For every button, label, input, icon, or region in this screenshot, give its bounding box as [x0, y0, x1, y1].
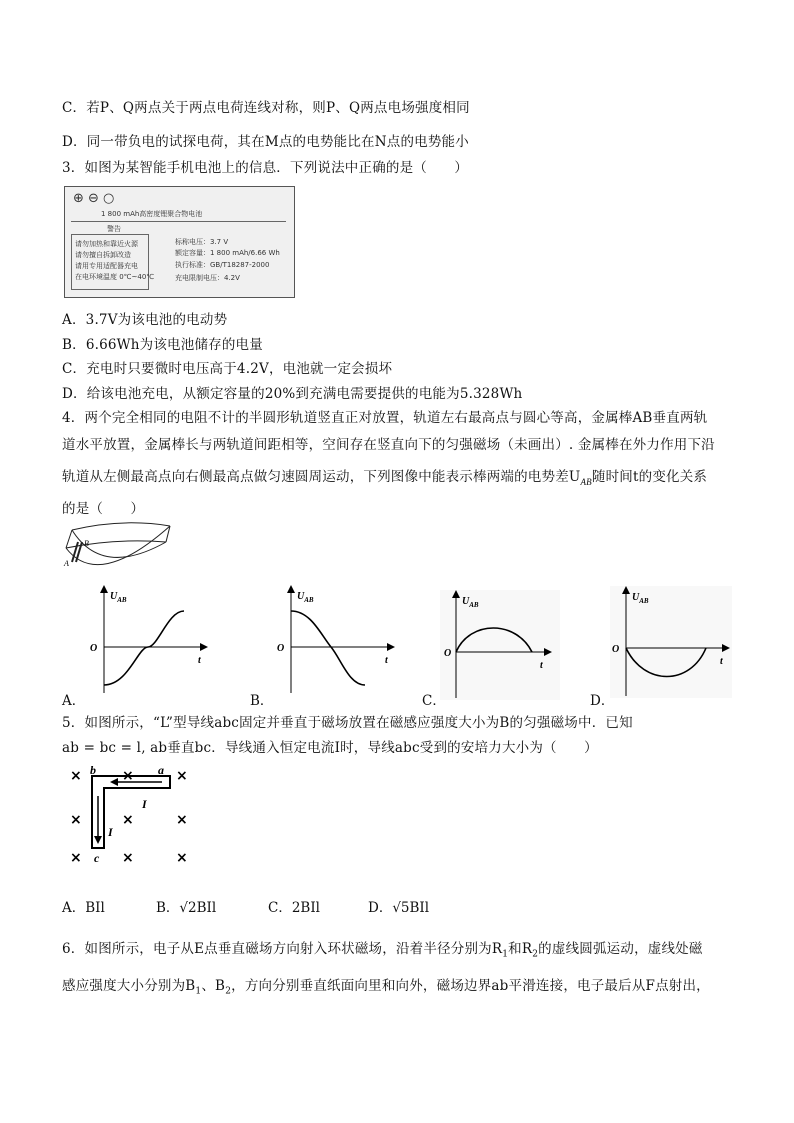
svg-text:×: × — [176, 812, 188, 828]
battery-symbols: ⊕ ⊖ ○ — [73, 191, 115, 206]
battery-spec-line: 额定容量：1 800 mAh/6.66 Wh — [175, 249, 280, 257]
graph-b — [275, 585, 395, 695]
q2-option-d: D．同一带负电的试探电荷，其在M点的电势能比在N点的电势能小 — [62, 134, 469, 150]
battery-spec-line: 执行标准：GB/T18287-2000 — [175, 261, 270, 269]
svg-text:×: × — [122, 812, 134, 828]
q4-stem-line2: 道水平放置，金属棒长与两轨道间距相等，空间存在竖直向下的匀强磁场（未画出）. 金属棒在外力作用下沿 — [62, 437, 715, 453]
q3-option-a: A．3.7V为该电池的电动势 — [62, 312, 228, 328]
svg-text:×: × — [70, 850, 82, 866]
graph-d — [610, 586, 732, 698]
q3-option-c: C．充电时只要微时电压高于4.2V，电池就一定会损坏 — [62, 361, 393, 377]
label-current-ab: I — [142, 797, 147, 811]
q4-option-b: B． — [250, 693, 274, 709]
q2-option-c: C．若P、Q两点关于两点电荷连线对称，则P、Q两点电场强度相同 — [62, 100, 470, 116]
svg-text:t: t — [540, 660, 543, 671]
q6-text-f: ，方向分别垂直纸面向里和向外，磁场边界ab平滑连接，电子最后从F点射出， — [231, 978, 710, 994]
battery-title: 1 800 mAh高密度锂聚合物电池 — [101, 210, 203, 218]
svg-text:UAB: $U_{AB}$ — [110, 591, 127, 604]
svg-text:A: A — [64, 559, 69, 568]
q5-option-c: C．2BIl — [268, 900, 320, 916]
svg-text:t: t — [385, 655, 388, 666]
q4-stem-line1: 4．两个完全相同的电阻不计的半圆形轨道竖直正对放置，轨道左右最高点与圆心等高，金属棒AB垂直两轨 — [62, 410, 708, 426]
svg-text:×: × — [70, 768, 82, 784]
q6-stem-line1: 6．如图所示，电子从E点垂直磁场方向射入环状磁场，沿着半径分别为$R_1$和$R_2$的虚线圆弧运动，虚线处磁 — [62, 941, 703, 960]
battery-label-image — [64, 186, 295, 298]
svg-text:×: × — [122, 768, 134, 784]
q6-text-e: 、B — [201, 978, 226, 994]
label-b: b — [90, 763, 96, 777]
svg-text:O: O — [612, 644, 620, 655]
svg-text:B: B — [84, 539, 89, 548]
graph-a — [88, 585, 208, 695]
graph-c — [440, 590, 560, 700]
battery-warning-line: 请勿擅自拆卸改造 — [75, 251, 131, 259]
svg-text:UAB: $U_{AB}$ — [632, 592, 649, 605]
q5-option-a: A．BIl — [62, 900, 105, 916]
l-wire-figure — [66, 762, 190, 870]
q6-stem-line2: 感应强度大小分别为$B_1$、$B_2$，方向分别垂直纸面向里和向外，磁场边界ab平滑连接，电子最后从F点射出， — [62, 978, 710, 997]
q4-stem-line3-tail: 随时间t的变化关系 — [591, 469, 708, 485]
battery-warning-line: 请勿加热和靠近火源 — [75, 240, 138, 248]
q4-option-c: C． — [422, 693, 446, 709]
q3-stem: 3．如图为某智能手机电池上的信息．下列说法中正确的是（ ） — [62, 160, 469, 176]
svg-text:t: t — [720, 656, 723, 667]
q6-text-b: 和R — [508, 941, 533, 957]
label-current-bc: I — [108, 825, 113, 839]
svg-text:×: × — [122, 850, 134, 866]
svg-text:O: O — [277, 643, 285, 654]
q6-text-a: 6．如图所示，电子从E点垂直磁场方向射入环状磁场，沿着半径分别为R — [62, 941, 503, 957]
q4-option-d: D． — [590, 693, 615, 709]
q4-option-a: A． — [62, 693, 86, 709]
q4-stem-line4: 的是（ ） — [62, 501, 145, 517]
svg-text:×: × — [176, 850, 188, 866]
label-c: c — [94, 851, 100, 865]
q6-text-d: 感应强度大小分别为B — [62, 978, 196, 994]
svg-text:×: × — [70, 812, 82, 828]
battery-warning-line: 请用专用适配器充电 — [75, 262, 138, 270]
q4-stem-line3: 轨道从左侧最高点向右侧最高点做匀速圆周运动，下列图像中能表示棒两端的电势差$U_{AB}$随时间t的变化关系 — [62, 469, 708, 487]
battery-spec-line: 标称电压：3.7 V — [175, 238, 229, 246]
semicircular-track-figure — [62, 520, 174, 570]
battery-warning-line: 在电环境温度 0℃~40℃ — [75, 273, 155, 281]
svg-text:t: t — [198, 655, 201, 666]
q5-option-b: B．√2BIl — [156, 900, 217, 916]
label-a: a — [158, 763, 164, 777]
q4-stem-line3-text: 轨道从左侧最高点向右侧最高点做匀速圆周运动，下列图像中能表示棒两端的电势差U — [62, 469, 581, 485]
q6-text-c: 的虚线圆弧运动，虚线处磁 — [538, 941, 703, 957]
q5-stem-line2: ab = bc = l, ab垂直bc．导线通入恒定电流I时，导线abc受到的安培力大小为（ ） — [62, 740, 598, 756]
svg-text:×: × — [176, 768, 188, 784]
q3-option-b: B．6.66Wh为该电池储存的电量 — [62, 337, 263, 353]
q5-option-d: D．√5BIl — [368, 900, 430, 916]
svg-text:UAB: $U_{AB}$ — [297, 591, 314, 604]
svg-text:O: O — [90, 643, 98, 654]
q3-option-d: D．给该电池充电，从额定容量的20%到充满电需要提供的电能为5.328Wh — [62, 386, 523, 402]
battery-spec-line: 充电限制电压：4.2V — [175, 274, 240, 282]
q5-stem-line1: 5．如图所示，“L”型导线abc固定并垂直于磁场放置在磁感应强度大小为B的匀强磁场中．已知 — [62, 715, 633, 731]
svg-text:O: O — [444, 648, 452, 659]
battery-warning: 警告 — [107, 225, 121, 233]
svg-text:UAB: $U_{AB}$ — [462, 596, 479, 609]
